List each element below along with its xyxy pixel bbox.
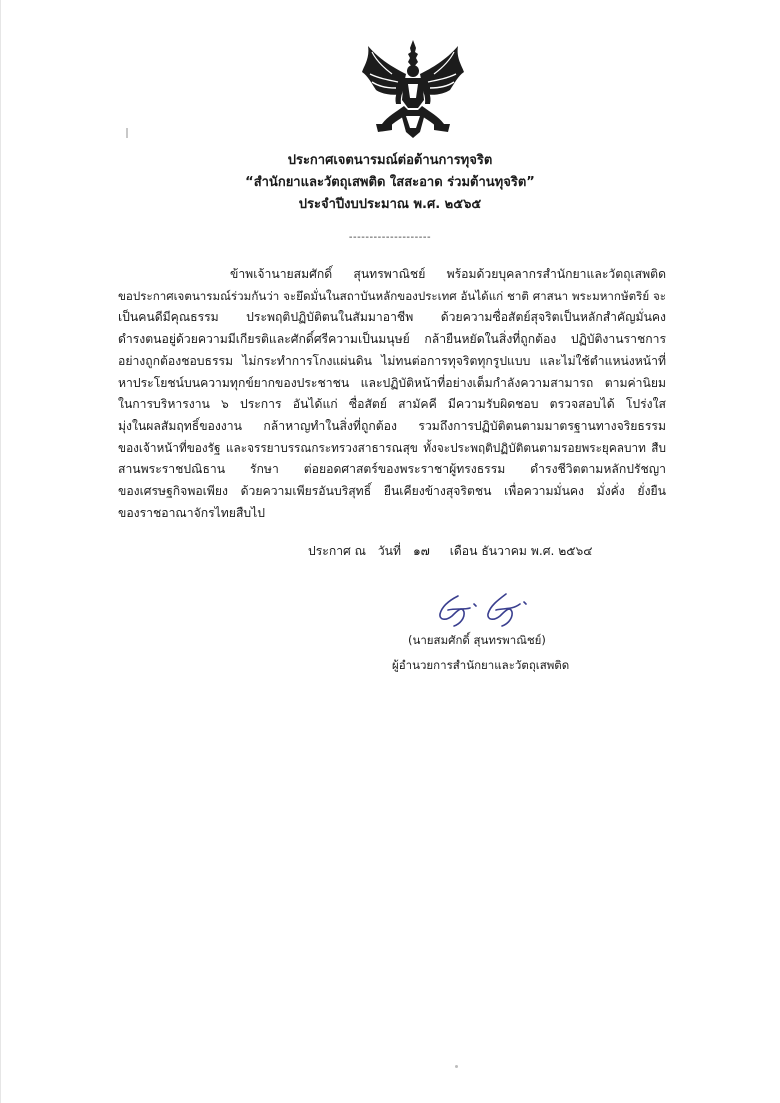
paragraph-line: ดำรงตนอยู่ด้วยความมีเกียรติและศักดิ์ศรีความเป็นมนุษย์ กล้ายืนหยัดในสิ่งที่ถูกต้อง ปฏิบัติงานราชการ — [118, 332, 666, 347]
paragraph-line: มุ่งในผลสัมฤทธิ์ของงาน กล้าหาญทำในสิ่งที่ถูกต้อง รวมถึงการปฏิบัติตนตามมาตรฐานทางจริยธรรม — [118, 418, 666, 433]
paragraph-line: เป็นคนดีมีคุณธรรม ประพฤติปฏิบัติตนในสัมมาอาชีพ ด้วยความซื่อสัตย์สุจริตเป็นหลักสำคัญมั่นคง — [118, 310, 666, 325]
announcement-month-year: เดือน ธันวาคม พ.ศ. ๒๕๖๔ — [449, 544, 593, 558]
scan-mark — [126, 128, 128, 138]
paragraph-line: ของเศรษฐกิจพอเพียง ด้วยความเพียรอันบริสุทธิ์ ยืนเคียงข้างสุจริตชน เพื่อความมั่นคง มั่งคั่ง ยั่งยืน — [118, 484, 666, 499]
title-line-2: “สำนักยาและวัตถุเสพติด ใสสะอาด ร่วมต้านทุจริต” — [245, 175, 535, 190]
garuda-emblem-icon — [358, 38, 468, 140]
title-line-1: ประกาศเจตนารมณ์ต่อต้านการทุจริต — [287, 153, 493, 168]
title-line-3: ประจำปีงบประมาณ พ.ศ. ๒๕๖๕ — [298, 197, 482, 212]
title-separator: -------------------- — [348, 232, 432, 243]
paragraph-line: ข้าพเจ้านายสมศักดิ์ สุนทรพาณิชย์ พร้อมด้วยบุคลากรสำนักยาและวัตถุเสพติด — [230, 267, 666, 281]
document-title — [0, 150, 780, 216]
handwritten-signature — [428, 590, 540, 630]
paragraph-line: ของเจ้าหน้าที่ของรัฐ และจรรยาบรรณกระทรวงสาธารณสุข ทั้งจะประพฤติปฏิบัติตนตามรอยพระยุคลบาท สืบ — [118, 440, 666, 455]
signer-name: (นายสมศักดิ์ สุนทรพาณิชย์) — [408, 633, 546, 647]
paragraph-line: สานพระราชปณิธาน รักษา ต่อยอดศาสตร์ของพระราชาผู้ทรงธรรม ดำรงชีวิตตามหลักปรัชญา — [118, 462, 666, 477]
announcement-date — [308, 542, 600, 561]
paragraph-line: ของราชอาณาจักรไทยสืบไป — [118, 505, 265, 520]
declaration-paragraph — [118, 264, 666, 524]
announcement-day-label: วันที่ — [377, 544, 402, 558]
paragraph-line: ขอประกาศเจตนารมณ์ร่วมกันว่า จะยึดมั่นในสถาบันหลักของประเทศ อันได้แก่ ชาติ ศาสนา พระมหากษัตริย์ จะ — [118, 288, 666, 303]
announcement-day: ๑๗ — [412, 544, 430, 558]
signer-position: ผู้อำนวยการสำนักยาและวัตถุเสพติด — [392, 658, 570, 672]
scan-speck — [455, 1065, 458, 1068]
paragraph-line: อย่างถูกต้องชอบธรรม ไม่กระทำการโกงแผ่นดิน ไม่ทนต่อการทุจริตทุกรูปแบบ และไม่ใช้ตำแหน่งหน้าที่ — [118, 353, 666, 368]
paragraph-line: หาประโยชน์บนความทุกข์ยากของประชาชน และปฏิบัติหน้าที่อย่างเต็มกำลังความสามารถ ตามค่านิยม — [118, 375, 666, 390]
paragraph-line: ในการบริหารงาน ๖ ประการ อันได้แก่ ซื่อสัตย์ สามัคคี มีความรับผิดชอบ ตรวจสอบได้ โปร่งใส — [118, 397, 666, 412]
announcement-prefix: ประกาศ ณ — [308, 544, 366, 558]
